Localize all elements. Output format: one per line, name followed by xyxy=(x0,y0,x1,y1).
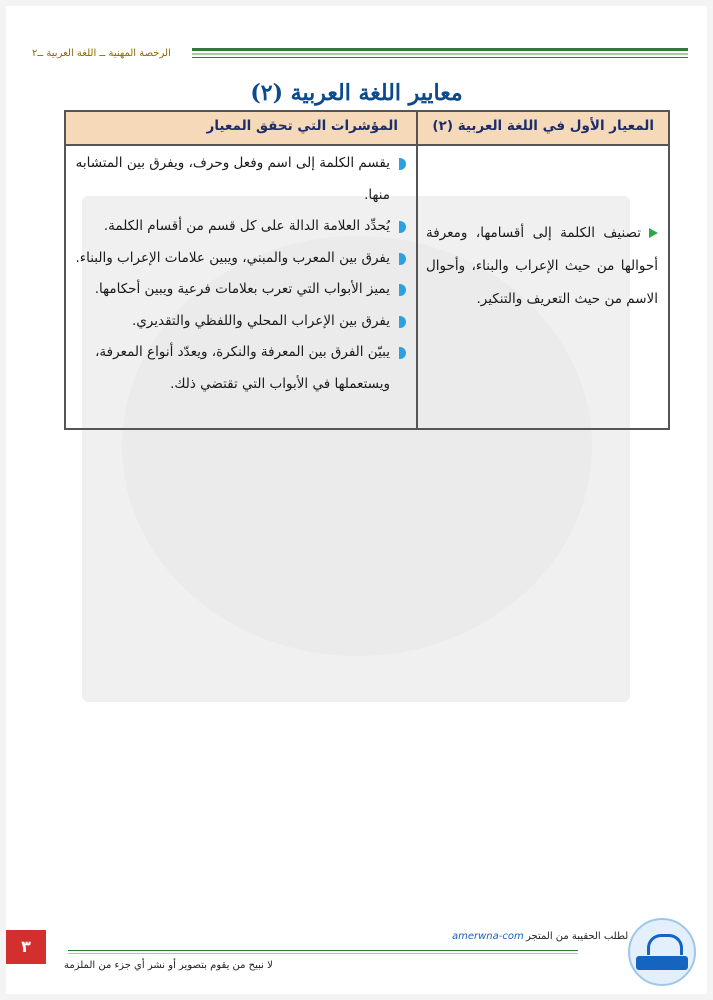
indicator-item xyxy=(70,211,406,243)
blue-bullet-icon xyxy=(399,284,406,296)
column-divider xyxy=(416,112,418,428)
indicator-item xyxy=(70,274,406,306)
page-title: معايير اللغة العربية (٢) xyxy=(250,80,463,106)
indicators-cell xyxy=(70,148,406,400)
footer-rule xyxy=(68,950,578,951)
indicator-text: يقسم الكلمة إلى اسم وفعل وحرف، ويفرق بين المتشابه منها. xyxy=(75,155,390,203)
indicator-text: يبيّن الفرق بين المعرفة والنكرة، ويعدّد أنواع المعرفة، ويستعملها في الأبواب التي تقتضي ذلك. xyxy=(95,344,390,392)
indicator-text: يفرق بين الإعراب المحلي واللفظي والتقديري. xyxy=(131,312,390,329)
copyright-notice: لا نبيح من يقوم بتصوير أو نشر أي جزء من الملزمة xyxy=(64,960,273,971)
order-text: لطلب الحقيبة من المتجر xyxy=(526,931,629,942)
standard-column-header: المعيار الأول في اللغة العربية (٢) xyxy=(432,118,654,134)
standards-table xyxy=(64,110,670,430)
indicator-text: يميز الأبواب التي تعرب بعلامات فرعية ويبين أحكامها. xyxy=(94,281,390,297)
indicator-item xyxy=(70,306,406,338)
standard-text: تصنيف الكلمة إلى أقسامها، ومعرفة أحوالها من حيث الإعراب والبناء، وأحوال الاسم من حيث التعريف والتنكير. xyxy=(426,225,658,307)
indicators-column-header: المؤشرات التي تحقق المعيار xyxy=(206,118,398,134)
page-number: ٣ xyxy=(6,930,46,964)
document-page xyxy=(6,6,707,994)
blue-bullet-icon xyxy=(399,221,406,233)
blue-bullet-icon xyxy=(399,158,406,170)
blue-bullet-icon xyxy=(399,347,406,359)
indicator-item xyxy=(70,243,406,275)
indicator-text: يفرق بين المعرب والمبني، ويبين علامات الإعراب والبناء. xyxy=(75,249,390,266)
website-link[interactable]: amerwna-com xyxy=(452,931,524,942)
blue-bullet-icon xyxy=(399,316,406,328)
green-triangle-icon xyxy=(649,228,658,238)
arabic-language-logo-icon xyxy=(628,918,696,986)
indicator-text: يُحدِّد العلامة الدالة على كل قسم من أقسام الكلمة. xyxy=(103,218,390,234)
blue-bullet-icon xyxy=(399,253,406,265)
running-header: الرخصة المهنية ــ اللغة العربية ــ٢ xyxy=(32,48,171,59)
standard-cell xyxy=(426,217,658,316)
footer-rule-light xyxy=(68,953,578,954)
indicator-item xyxy=(70,337,406,400)
header-rule xyxy=(192,48,688,58)
indicator-item xyxy=(70,148,406,211)
